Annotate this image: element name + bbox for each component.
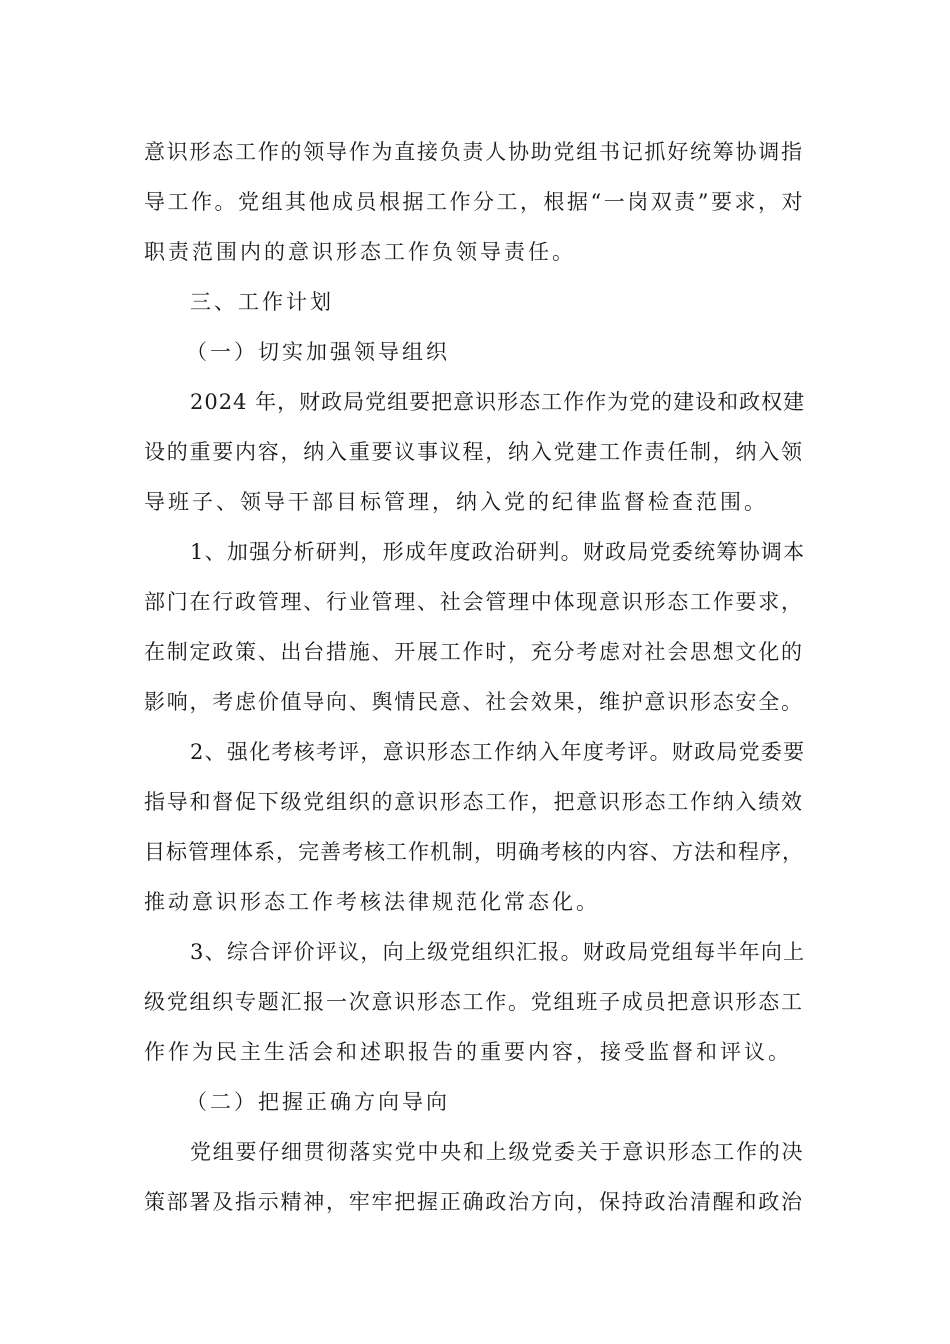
subsection-heading: （一）切实加强领导组织 (186, 340, 450, 364)
paragraph-line: 指导和督促下级党组织的意识形态工作，把意识形态工作纳入绩效 (144, 790, 804, 814)
paragraph-line: 推动意识形态工作考核法律规范化常态化。 (144, 890, 600, 914)
paragraph-line: 在制定政策、出台措施、开展工作时，充分考虑对社会思想文化的 (144, 640, 804, 664)
paragraph-line: 2、强化考核考评，意识形态工作纳入年度考评。财政局党委要 (190, 740, 806, 764)
paragraph-line: 作作为民主生活会和述职报告的重要内容，接受监督和评议。 (144, 1040, 792, 1064)
paragraph-line: 2024 年，财政局党组要把意识形态工作作为党的建设和政权建 (190, 390, 806, 414)
paragraph-line: 目标管理体系，完善考核工作机制，明确考核的内容、方法和程序， (144, 840, 804, 864)
paragraph-line: 部门在行政管理、行业管理、社会管理中体现意识形态工作要求， (144, 590, 804, 614)
paragraph-line: 影响，考虑价值导向、舆情民意、社会效果，维护意识形态安全。 (144, 690, 804, 714)
paragraph-line: 3、综合评价评议，向上级党组织汇报。财政局党组每半年向上 (190, 940, 806, 964)
paragraph-line: 设的重要内容，纳入重要议事议程，纳入党建工作责任制，纳入领 (144, 440, 804, 464)
section-heading: 三、工作计划 (190, 290, 334, 314)
paragraph-line: 策部署及指示精神，牢牢把握正确政治方向，保持政治清醒和政治 (144, 1190, 804, 1214)
paragraph-line: 党组要仔细贯彻落实党中央和上级党委关于意识形态工作的决 (190, 1140, 805, 1164)
subsection-heading: （二）把握正确方向导向 (186, 1090, 450, 1114)
paragraph-line: 导班子、领导干部目标管理，纳入党的纪律监督检查范围。 (144, 490, 768, 514)
paragraph-line: 导工作。党组其他成员根据工作分工，根据“一岗双责”要求，对 (144, 190, 805, 214)
paragraph-line: 1、加强分析研判，形成年度政治研判。财政局党委统筹协调本 (190, 540, 806, 564)
paragraph-line: 意识形态工作的领导作为直接负责人协助党组书记抓好统筹协调指 (144, 140, 804, 164)
paragraph-line: 级党组织专题汇报一次意识形态工作。党组班子成员把意识形态工 (144, 990, 804, 1014)
paragraph-line: 职责范围内的意识形态工作负领导责任。 (144, 240, 576, 264)
